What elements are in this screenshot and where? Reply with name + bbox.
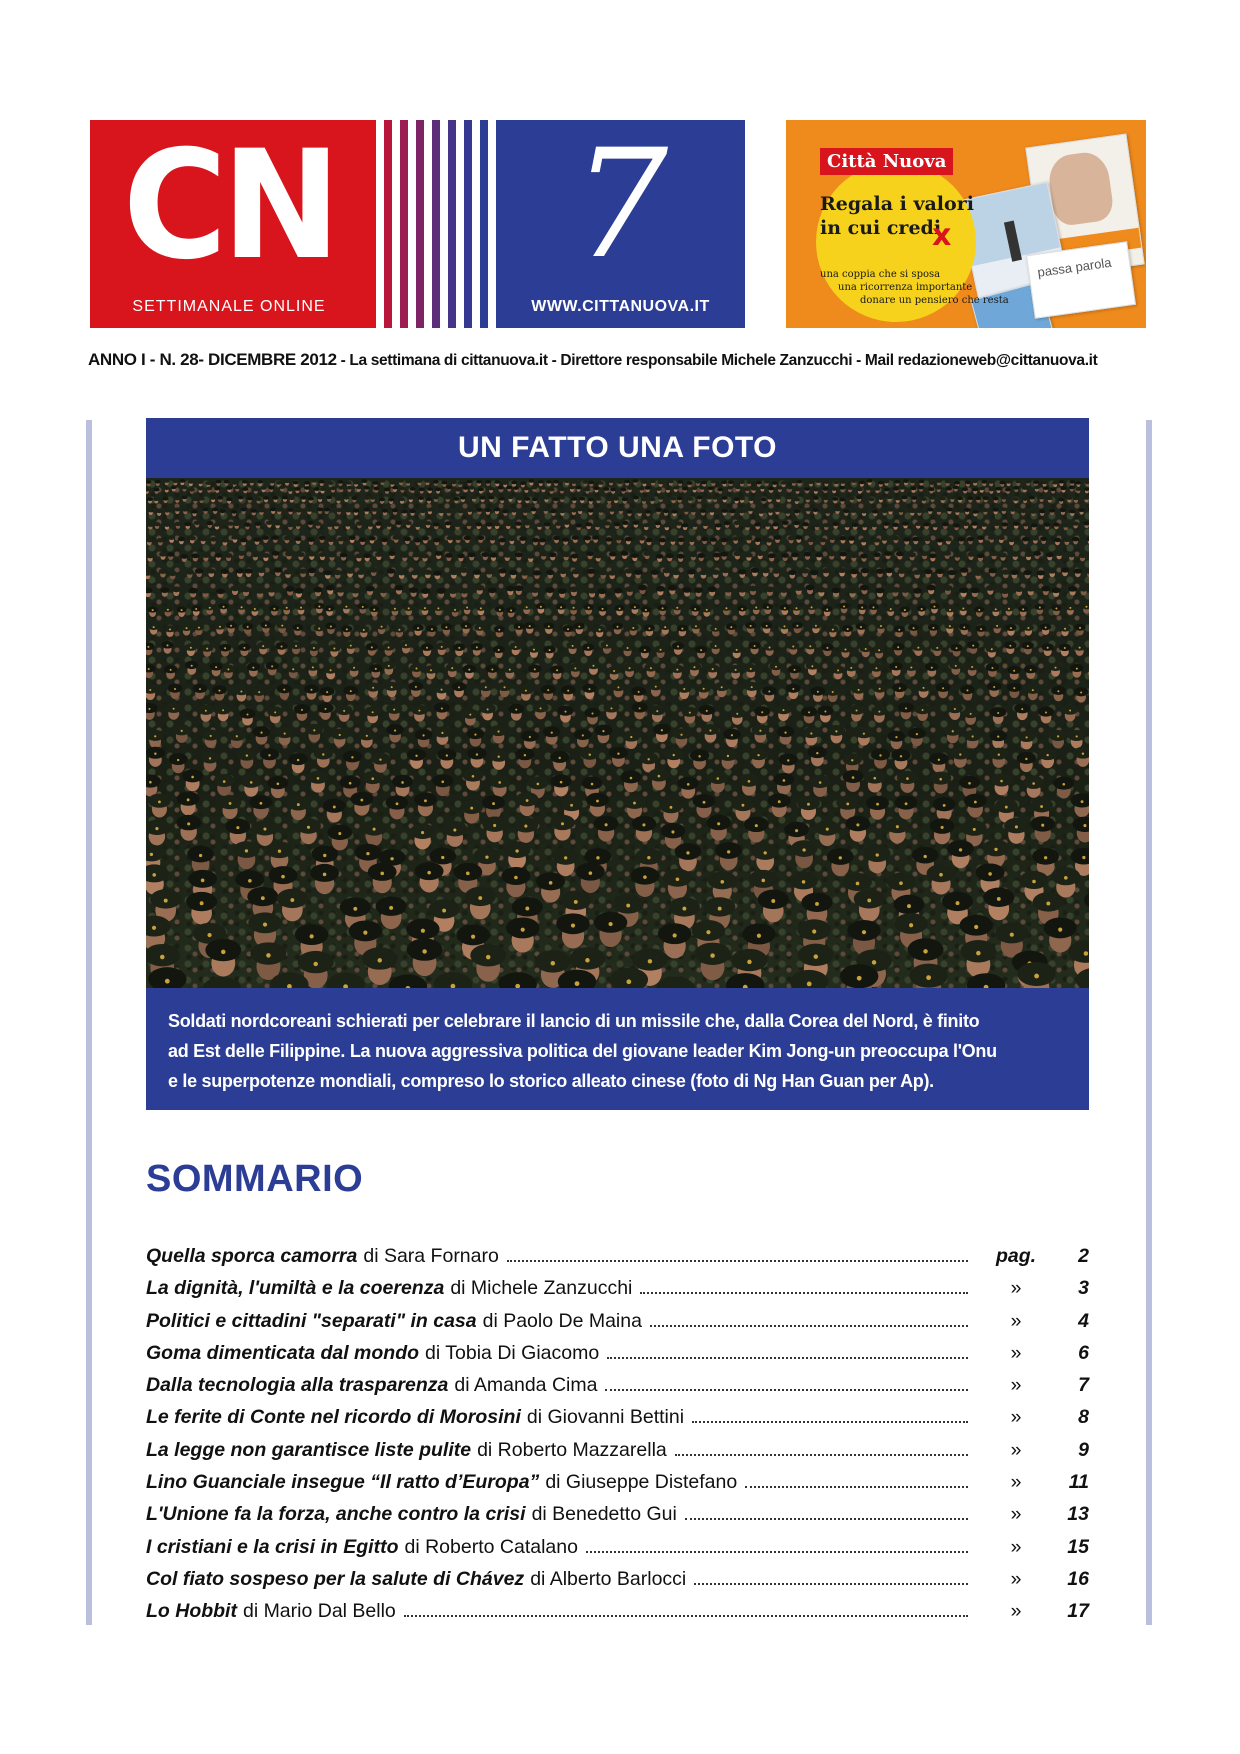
toc-leader-dots: [586, 1551, 968, 1553]
toc-leader-dots: [675, 1454, 968, 1456]
toc-row[interactable]: [146, 1498, 1089, 1530]
site-url[interactable]: WWW.CITTANUOVA.IT: [531, 298, 710, 315]
toc-page-marker: »: [1010, 1600, 1022, 1623]
toc-author: di Roberto Catalano: [404, 1535, 578, 1558]
toc-article-title[interactable]: Le ferite di Conte nel ricordo di Morosini: [146, 1406, 521, 1429]
x-mark-icon: x: [932, 218, 952, 253]
advertisement[interactable]: [786, 120, 1146, 328]
masthead: [90, 120, 745, 328]
toc-page-marker: »: [1010, 1277, 1022, 1300]
issue-number-block: [496, 120, 745, 328]
toc-author: di Paolo De Maina: [482, 1309, 642, 1332]
toc-page-marker: »: [1010, 1567, 1022, 1590]
toc-leader-dots: [607, 1357, 968, 1359]
toc-row[interactable]: [146, 1369, 1089, 1401]
crowd-photo: [146, 478, 1089, 988]
toc-row[interactable]: [146, 1563, 1089, 1595]
toc-article-title[interactable]: Politici e cittadini "separati" in casa: [146, 1309, 477, 1332]
issue-numeral: 7: [572, 118, 669, 292]
cn-logo-block: [90, 120, 368, 328]
toc-article-title[interactable]: La legge non garantisce liste pulite: [146, 1438, 472, 1461]
ad-product-card: [1026, 241, 1136, 319]
toc-page-number[interactable]: 2: [1078, 1245, 1089, 1267]
photo-caption: Soldati nordcoreani schierati per celebrare il lancio di un missile che, dalla Corea del Nord, è finito ad Est delle Filippine. La nuova aggressiva politica del giovane leader Kim Jong-un preoccupa l'Onu e le superpotenze mondiali, compreso lo storico alleato cinese (foto di Ng Han Guan per Ap).: [146, 988, 1089, 1110]
toc-page-number[interactable]: 15: [1067, 1535, 1089, 1558]
toc-entry[interactable]: [146, 1337, 968, 1369]
toc-entry[interactable]: [146, 1272, 968, 1304]
issue-info-line: [88, 350, 1168, 370]
toc-row[interactable]: [146, 1305, 1089, 1337]
toc-leader-dots: [650, 1325, 968, 1327]
toc-article-title[interactable]: Goma dimenticata dal mondo: [146, 1341, 420, 1364]
right-side-rule: [1146, 420, 1152, 1625]
toc-page-number[interactable]: 17: [1067, 1600, 1089, 1623]
toc-article-title[interactable]: I cristiani e la crisi in Egitto: [146, 1535, 399, 1558]
toc-row[interactable]: [146, 1531, 1089, 1563]
left-side-rule: [86, 420, 92, 1625]
toc-page-marker: »: [1010, 1535, 1022, 1558]
toc-row[interactable]: [146, 1272, 1089, 1304]
toc-author: di Sara Fornaro: [363, 1245, 499, 1267]
toc-page-marker: »: [1010, 1503, 1022, 1526]
feature-heading: UN FATTO UNA FOTO: [146, 418, 1089, 478]
toc-entry[interactable]: [146, 1369, 968, 1401]
toc-entry[interactable]: [146, 1498, 968, 1530]
toc-page-marker: »: [1010, 1309, 1022, 1332]
toc-row[interactable]: [146, 1401, 1089, 1433]
toc-row[interactable]: [146, 1337, 1089, 1369]
toc-leader-dots: [745, 1486, 968, 1488]
toc-entry[interactable]: [146, 1563, 968, 1595]
toc-row[interactable]: [146, 1595, 1089, 1627]
toc-leader-dots: [605, 1389, 968, 1391]
toc-author: di Giovanni Bettini: [526, 1406, 685, 1429]
toc-page-marker: »: [1010, 1471, 1022, 1494]
toc-author: di Michele Zanzucchi: [450, 1277, 633, 1300]
toc-row[interactable]: [146, 1240, 1089, 1272]
toc-article-title[interactable]: L'Unione fa la forza, anche contro la crisi: [146, 1503, 526, 1526]
toc-article-title[interactable]: La dignità, l'umiltà e la coerenza: [146, 1277, 445, 1300]
toc-leader-dots: [694, 1583, 968, 1585]
toc-leader-dots: [692, 1421, 968, 1423]
ad-taglines: una coppia che si sposa una ricorrenza importante donare un pensiero che resta: [820, 269, 1009, 306]
toc-page-number[interactable]: 4: [1078, 1309, 1089, 1332]
toc-row[interactable]: [146, 1434, 1089, 1466]
ad-brand-logo: Città Nuova: [820, 148, 953, 175]
toc-leader-dots: [685, 1518, 968, 1520]
toc-page-number[interactable]: 8: [1078, 1406, 1089, 1429]
toc-author: di Amanda Cima: [454, 1374, 598, 1397]
toc-page-number[interactable]: 16: [1067, 1567, 1089, 1590]
toc-article-title[interactable]: Col fiato sospeso per la salute di Chávez: [146, 1567, 525, 1590]
couple-photo: [1046, 150, 1115, 228]
toc-page-marker: »: [1010, 1341, 1022, 1364]
issue-credits: - La settimana di cittanuova.it - Direttore responsabile Michele Zanzucchi - Mail redazioneweb@cittanuova.it: [336, 352, 1098, 369]
toc-leader-dots: [404, 1615, 968, 1617]
ad-headline: Regala i valori in cui credi: [820, 193, 974, 239]
toc-author: di Alberto Barlocci: [530, 1567, 687, 1590]
issue-number: ANNO I - N. 28- DICEMBRE 2012: [88, 350, 337, 369]
toc-page-number[interactable]: 3: [1078, 1277, 1089, 1300]
toc-entry[interactable]: [146, 1531, 968, 1563]
sommario-heading: SOMMARIO: [146, 1158, 364, 1200]
logo-subtitle: SETTIMANALE ONLINE: [132, 298, 326, 315]
table-of-contents: [146, 1240, 1089, 1628]
toc-author: di Tobia Di Giacomo: [425, 1341, 600, 1364]
toc-author: di Giuseppe Distefano: [545, 1471, 738, 1494]
toc-article-title[interactable]: Lo Hobbit: [146, 1600, 237, 1623]
toc-entry[interactable]: [146, 1466, 968, 1498]
toc-author: di Mario Dal Bello: [242, 1600, 396, 1623]
toc-entry[interactable]: [146, 1595, 968, 1627]
toc-author: di Roberto Mazzarella: [477, 1438, 667, 1461]
decorative-stripes: [368, 120, 496, 328]
toc-author: di Benedetto Gui: [531, 1503, 677, 1526]
toc-page-number[interactable]: 6: [1078, 1341, 1089, 1364]
toc-leader-dots: [507, 1260, 968, 1262]
toc-entry[interactable]: [146, 1240, 968, 1272]
toc-article-title[interactable]: Dalla tecnologia alla trasparenza: [146, 1374, 449, 1397]
toc-article-title[interactable]: Quella sporca camorra: [146, 1245, 358, 1267]
toc-article-title[interactable]: Lino Guanciale insegue “Il ratto d’Europa”: [146, 1471, 540, 1494]
toc-page-marker: »: [1010, 1374, 1022, 1397]
toc-page-number[interactable]: 7: [1078, 1374, 1089, 1397]
cn-logo: CN: [122, 119, 336, 293]
toc-page-marker: pag.: [995, 1245, 1037, 1267]
toc-page-marker: »: [1010, 1406, 1022, 1429]
toc-page-number[interactable]: 13: [1067, 1503, 1089, 1526]
toc-row[interactable]: [146, 1466, 1089, 1498]
toc-entry[interactable]: [146, 1305, 968, 1337]
toc-page-marker: »: [1010, 1438, 1022, 1461]
product-name: passa parola: [1036, 254, 1113, 280]
toc-page-number[interactable]: 9: [1078, 1438, 1089, 1461]
toc-entry[interactable]: [146, 1434, 968, 1466]
toc-entry[interactable]: [146, 1401, 968, 1433]
toc-leader-dots: [640, 1292, 968, 1294]
toc-page-number[interactable]: 11: [1068, 1471, 1089, 1494]
crowd-photo-drawing: [146, 478, 1089, 988]
